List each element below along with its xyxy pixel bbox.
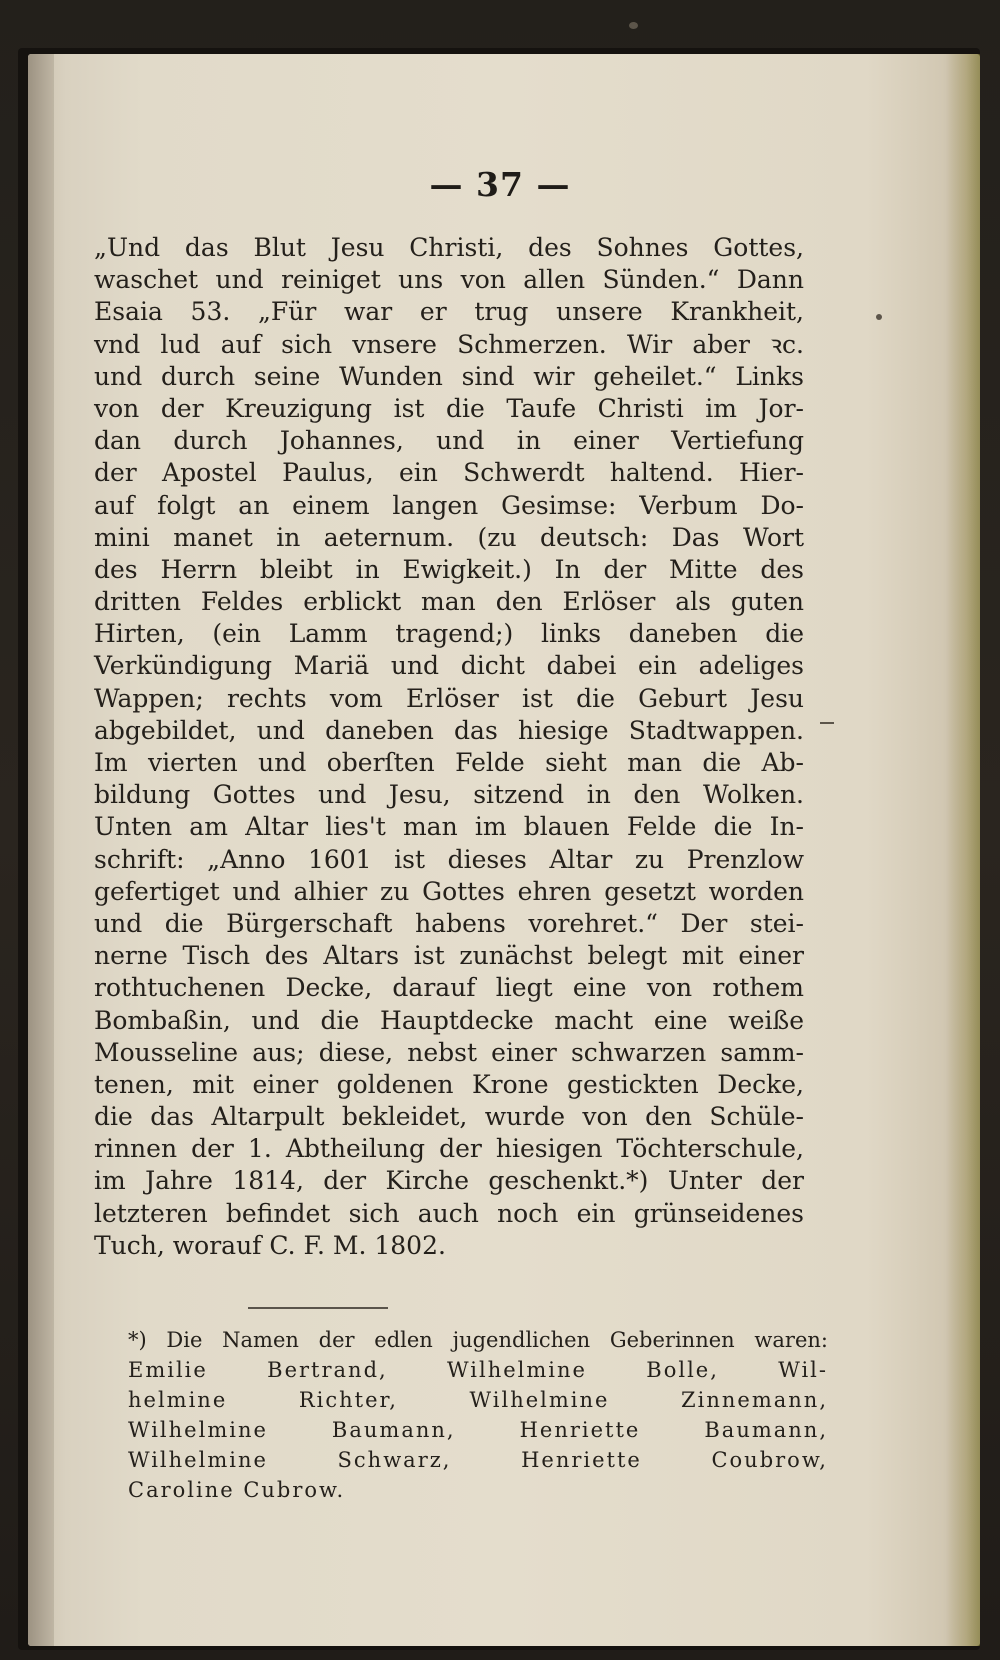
text-line: gefertiget und alhier zu Gottes ehren gesetzt worden [94, 876, 804, 906]
footnote-line: Wilhelmine Baumann, Henriette Baumann, [128, 1418, 828, 1442]
text-line: Tuch, worauf C. F. M. 1802. [94, 1230, 446, 1260]
footnote-line: helmine Richter, Wilhelmine Zinnemann, [128, 1388, 828, 1412]
text-line: letzteren befindet sich auch noch ein grünseidenes [94, 1198, 804, 1228]
text-line: Verkündigung Mariä und dicht dabei ein adeliges [94, 651, 804, 681]
text-line: im Jahre 1814, der Kirche geschenkt.*) Unter der [94, 1166, 804, 1196]
text-line: rinnen der 1. Abtheilung der hiesigen Töchterschule, [94, 1134, 804, 1164]
text-line: die das Altarpult bekleidet, wurde von den Schüle- [94, 1102, 804, 1132]
text-line: des Herrn bleibt in Ewigkeit.) In der Mitte des [94, 554, 804, 584]
text-line: auf folgt an einem langen Gesimse: Verbum Do- [94, 490, 804, 520]
text-line: Mousseline aus; diese, nebst einer schwarzen samm- [94, 1037, 804, 1067]
text-line: und die Bürgerschaft habens vorehret.“ Der stei- [94, 908, 804, 938]
text-line: waschet und reiniget uns von allen Sünden.“ Dann [94, 265, 804, 295]
page-number: — 37 — [429, 165, 571, 204]
text-line: abgebildet, und daneben das hiesige Stadtwappen. [94, 715, 804, 745]
text-line: mini manet in aeternum. (zu deutsch: Das Wort [94, 522, 804, 552]
text-line: dan durch Johannes, und in einer Vertiefung [94, 426, 804, 456]
footnote-line: Emilie Bertrand, Wilhelmine Bolle, Wil- [128, 1358, 828, 1382]
paper-speck [629, 22, 638, 29]
text-line: tenen, mit einer goldenen Krone gestickten Decke, [94, 1069, 804, 1099]
text-line: der Apostel Paulus, ein Schwerdt haltend. Hier- [94, 458, 804, 488]
footnote-line: Wilhelmine Schwarz, Henriette Coubrow, [128, 1448, 828, 1472]
text-line: „Und das Blut Jesu Christi, des Sohnes Gottes, [94, 233, 804, 262]
text-line: Wappen; rechts vom Erlöser ist die Geburt Jesu [94, 683, 804, 713]
text-line: Bombaßin, und die Hauptdecke macht eine weiße [94, 1005, 804, 1035]
text-line: nerne Tisch des Altars ist zunächst belegt mit einer [94, 941, 804, 971]
text-line: Esaia 53. „Für war er trug unsere Krankheit, [94, 297, 804, 327]
body-text [94, 232, 804, 1262]
text-line: Unten am Altar lies't man im blauen Felde die In- [94, 812, 804, 842]
text-line: schrift: „Anno 1601 ist dieses Altar zu Prenzlow [94, 844, 804, 874]
text-line: dritten Feldes erblickt man den Erlöser als guten [94, 587, 804, 617]
text-line: rothtuchenen Decke, darauf liegt eine von rothem [94, 973, 804, 1003]
text-line: und durch seine Wunden sind wir geheilet.“ Links [94, 361, 804, 391]
text-line: vnd lud auf sich vnsere Schmerzen. Wir aber ꝛc. [94, 329, 804, 359]
footnote-line: Caroline Cubrow. [128, 1478, 346, 1502]
text-line: Hirten, (ein Lamm tragend;) links daneben die [94, 619, 804, 649]
text-line: Im vierten und oberſten Felde sieht man die Ab- [94, 748, 804, 777]
footnote-line: *) Die Namen der edlen jugendlichen Geberinnen waren: [128, 1328, 828, 1352]
paper-speck [820, 722, 834, 724]
footnote-divider [248, 1307, 388, 1309]
text-line: bildung Gottes und Jesu, sitzend in den Wolken. [94, 780, 804, 810]
text-line: von der Kreuzigung ist die Taufe Christi im Jor- [94, 393, 804, 423]
footnote [128, 1325, 828, 1505]
paper-speck [876, 314, 882, 320]
page-gutter [28, 54, 54, 1646]
